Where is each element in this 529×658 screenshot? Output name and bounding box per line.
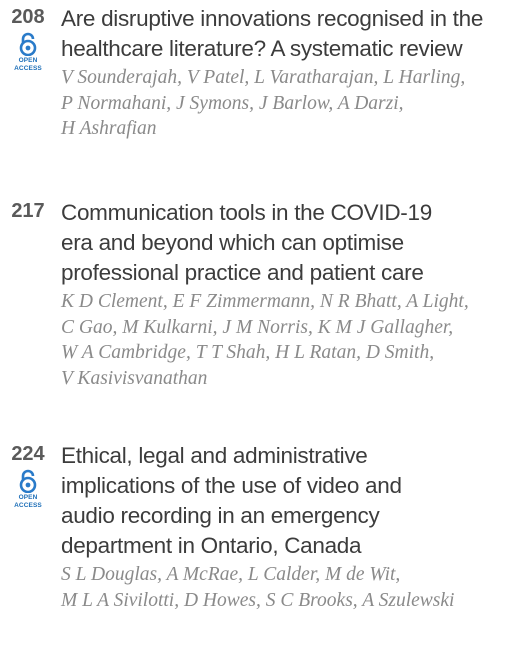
author-line: K D Clement, E F Zimmermann, N R Bhatt, A Light, <box>61 291 469 312</box>
author-line: C Gao, M Kulkarni, J M Norris, K M J Gallagher, <box>61 316 454 338</box>
article-title[interactable] <box>61 4 526 64</box>
author-line: P Normahani, J Symons, J Barlow, A Darzi, <box>61 92 404 114</box>
author-line: W A Cambridge, T T Shah, H L Ratan, D Smith, <box>61 342 435 363</box>
open-access-icon <box>18 32 38 56</box>
article-title[interactable] <box>61 198 526 288</box>
author-line: S L Douglas, A McRae, L Calder, M de Wit, <box>61 564 401 585</box>
title-line: implications of the use of video and <box>61 473 402 498</box>
title-line: professional practice and patient care <box>61 260 424 285</box>
open-access-label: OPEN ACCESS <box>14 57 42 72</box>
title-line: healthcare literature? A systematic review <box>61 36 463 61</box>
title-line: era and beyond which can optimise <box>61 230 404 255</box>
title-line: department in Ontario, Canada <box>61 533 362 558</box>
author-line: V Sounderajah, V Patel, L Varatharajan, L Harling, <box>61 67 466 88</box>
page-number: 217 <box>11 200 45 222</box>
article-title[interactable] <box>61 441 526 561</box>
page-number: 224 <box>11 443 45 465</box>
open-access-badge <box>4 32 52 72</box>
open-access-icon <box>18 469 38 493</box>
article-authors <box>61 562 526 613</box>
title-line: Ethical, legal and administrative <box>61 443 368 468</box>
article-authors <box>61 289 526 391</box>
title-line: Are disruptive innovations recognised in the <box>61 6 484 31</box>
open-access-badge <box>4 469 52 509</box>
title-line: audio recording in an emergency <box>61 503 380 528</box>
author-line: H Ashrafian <box>61 118 157 139</box>
page-number: 208 <box>11 6 45 28</box>
author-line: M L A Sivilotti, D Howes, S C Brooks, A Szulewski <box>61 589 455 611</box>
open-access-label: OPEN ACCESS <box>14 494 42 509</box>
title-line: Communication tools in the COVID-19 <box>61 200 432 225</box>
article-authors <box>61 65 526 142</box>
author-line: V Kasivisvanathan <box>61 367 208 389</box>
